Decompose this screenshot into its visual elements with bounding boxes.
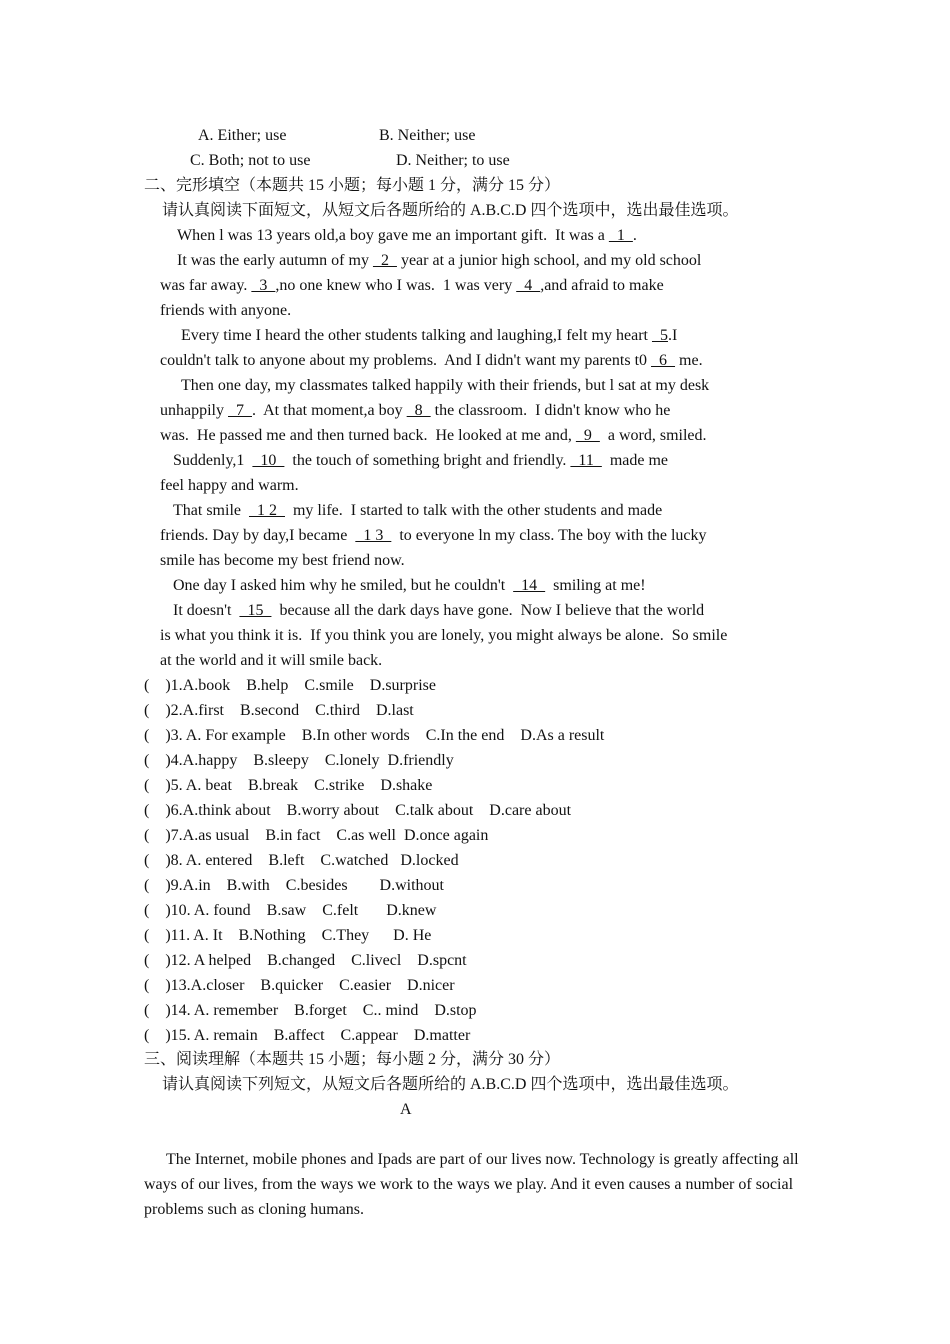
- blank-13: 1 3: [355, 527, 392, 544]
- passage-line: That smile 1 2 my life. I started to talk with the other students and made: [173, 502, 663, 519]
- passage-line: Then one day, my classmates talked happily with their friends, but l sat at my desk: [181, 377, 710, 394]
- question-5: ( )5. A. beat B.break C.strike D.shake: [144, 777, 433, 794]
- question-12: ( )12. A helped B.changed C.livecl D.spcnt: [144, 952, 467, 969]
- blank-10: 10: [252, 452, 285, 469]
- reading-paragraph-line: ways of our lives, from the ways we work to the ways we play. And it even causes a number of social: [144, 1176, 794, 1193]
- passage-line: It was the early autumn of my 2 year at a junior high school, and my old school: [177, 252, 702, 269]
- passage-line: One day I asked him why he smiled, but he couldn't 14 smiling at me!: [173, 577, 646, 594]
- passage-line: at the world and it will smile back.: [160, 652, 383, 669]
- blank-9: 9: [575, 427, 600, 444]
- blank-15: 15: [239, 602, 272, 619]
- question-13: ( )13.A.closer B.quicker C.easier D.nicer: [144, 977, 455, 994]
- blank-3: 3: [251, 277, 276, 294]
- passage-line: smile has become my best friend now.: [160, 552, 405, 569]
- passage-label: A: [400, 1101, 412, 1118]
- blank-6: 6: [651, 352, 676, 369]
- passage-line: couldn't talk to anyone about my problems. And I didn't want my parents t0 6 me.: [160, 352, 703, 369]
- blank-12: 1 2: [248, 502, 285, 519]
- passage-line: Suddenly,1 10 the touch of something bright and friendly. 11 made me: [173, 452, 669, 469]
- question-3: ( )3. A. For example B.In other words C.In the end D.As a result: [144, 727, 605, 744]
- question-4: ( )4.A.happy B.sleepy C.lonely D.friendly: [144, 752, 454, 769]
- section2-instruction: 请认真阅读下面短文，从短文后各题所给的 A.B.C.D 四个选项中，选出最佳选项。: [162, 202, 739, 219]
- blank-14: 14: [513, 577, 546, 594]
- question-8: ( )8. A. entered B.left C.watched D.locked: [144, 852, 459, 869]
- question-2: ( )2.A.first B.second C.third D.last: [144, 702, 414, 719]
- passage-line: feel happy and warm.: [160, 477, 299, 494]
- option-d: D. Neither; to use: [396, 152, 510, 169]
- section3-heading: 三、阅读理解（本题共 15 小题；每小题 2 分，满分 30 分）: [144, 1051, 561, 1068]
- blank-8: 8: [406, 402, 431, 419]
- blank-4: 4: [516, 277, 541, 294]
- option-c: C. Both; not to use: [190, 152, 311, 169]
- question-10: ( )10. A. found B.saw C.felt D.knew: [144, 902, 437, 919]
- blank-2: 2: [372, 252, 397, 269]
- passage-line: friends. Day by day,I became 1 3 to everyone ln my class. The boy with the lucky: [160, 527, 707, 544]
- reading-paragraph-line: The Internet, mobile phones and Ipads are part of our lives now. Technology is greatly affecting all: [166, 1151, 799, 1168]
- option-a: A. Either; use: [198, 127, 287, 144]
- blank-11: 11: [570, 452, 602, 469]
- passage-line: When l was 13 years old,a boy gave me an important gift. It was a 1 .: [177, 227, 637, 244]
- section3-instruction: 请认真阅读下列短文，从短文后各题所给的 A.B.C.D 四个选项中，选出最佳选项。: [162, 1076, 739, 1093]
- question-11: ( )11. A. It B.Nothing C.They D. He: [144, 927, 432, 944]
- passage-line: was. He passed me and then turned back. He looked at me and, 9 a word, smiled.: [160, 427, 707, 444]
- blank-1: 1: [608, 227, 633, 244]
- question-7: ( )7.A.as usual B.in fact C.as well D.once again: [144, 827, 489, 844]
- passage-line: Every time I heard the other students talking and laughing,I felt my heart 5.I: [181, 327, 678, 344]
- question-1: ( )1.A.book B.help C.smile D.surprise: [144, 677, 436, 694]
- blank-5: 5: [651, 327, 668, 344]
- question-14: ( )14. A. remember B.forget C.. mind D.stop: [144, 1002, 477, 1019]
- option-b: B. Neither; use: [379, 127, 476, 144]
- passage-line: is what you think it is. If you think you are lonely, you might always be alone. So smile: [160, 627, 728, 644]
- passage-line: was far away. 3 ,no one knew who I was. 1 was very 4 ,and afraid to make: [160, 277, 664, 294]
- question-15: ( )15. A. remain B.affect C.appear D.matter: [144, 1027, 471, 1044]
- blank-7: 7: [228, 402, 252, 419]
- question-6: ( )6.A.think about B.worry about C.talk about D.care about: [144, 802, 572, 819]
- passage-line: unhappily 7 . At that moment,a boy 8 the classroom. I didn't know who he: [160, 402, 671, 419]
- passage-line: It doesn't 15 because all the dark days have gone. Now I believe that the world: [173, 602, 705, 619]
- section2-heading: 二、完形填空（本题共 15 小题；每小题 1 分，满分 15 分）: [144, 177, 561, 194]
- passage-line: friends with anyone.: [160, 302, 292, 319]
- reading-paragraph-line: problems such as cloning humans.: [144, 1201, 364, 1218]
- question-9: ( )9.A.in B.with C.besides D.without: [144, 877, 444, 894]
